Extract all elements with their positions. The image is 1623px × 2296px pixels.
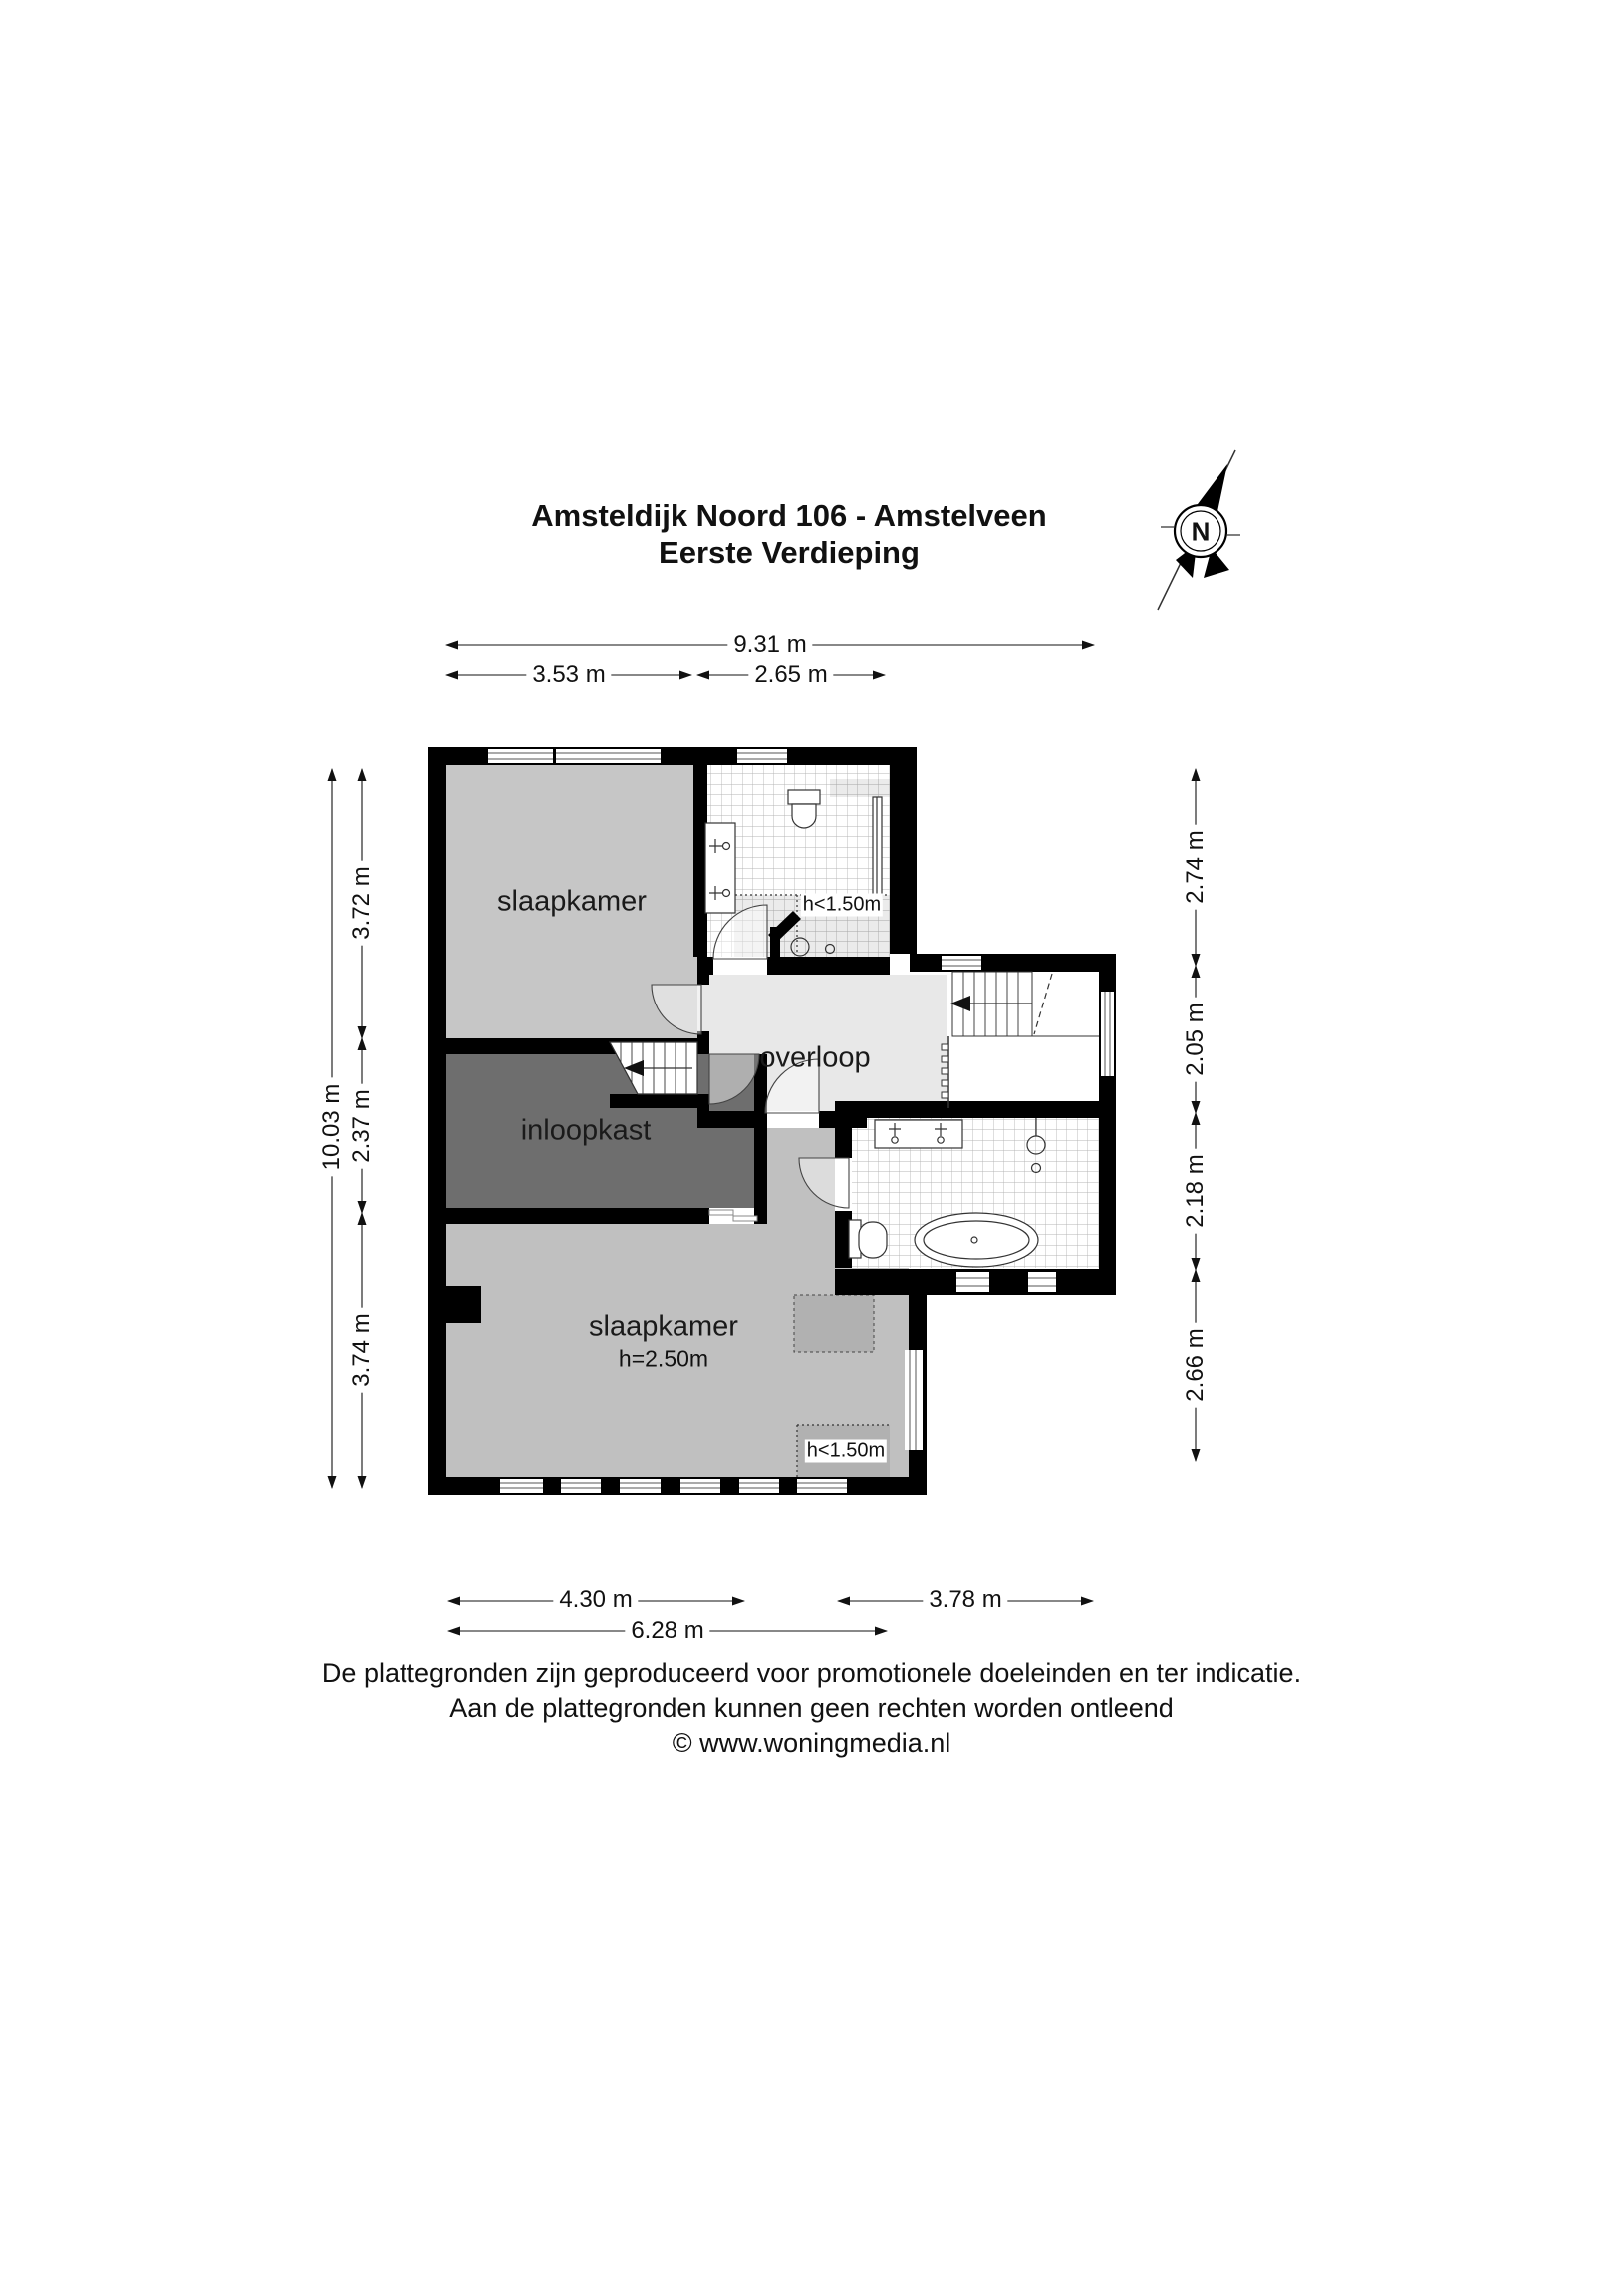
dimension-right-seg-3: 2.18 m (1182, 1148, 1210, 1233)
dimension-right-seg-2: 2.05 m (1182, 997, 1210, 1081)
dimension-bottom-right: 3.78 m (923, 1586, 1007, 1614)
plan-title: Amsteldijk Noord 106 - Amstelveen (531, 498, 1047, 533)
dimension-bottom-total: 6.28 m (625, 1617, 709, 1645)
dimension-left-seg-1: 3.72 m (348, 860, 376, 945)
dimension-left-seg-3: 3.74 m (348, 1307, 376, 1392)
room-label-bedroom-top: slaapkamer (497, 885, 647, 918)
dimension-right-seg-1: 2.74 m (1182, 824, 1210, 909)
footer-copyright: © www.woningmedia.nl (672, 1728, 951, 1758)
dimension-top-left: 3.53 m (526, 661, 611, 689)
dimension-left-total: 10.03 m (318, 1078, 346, 1177)
low-ceiling-label-bathroom: h<1.50m (802, 893, 882, 916)
footer-disclaimer-1: De plattegronden zijn geproduceerd voor promotionele doeleinden en ter indicatie. (321, 1658, 1302, 1688)
dimension-left-seg-2: 2.37 m (348, 1083, 376, 1168)
footer-disclaimer-2: Aan de plattegronden kunnen geen rechten worden ontleend (449, 1693, 1174, 1723)
room-label-landing: overloop (759, 1041, 871, 1074)
dimension-bottom-left: 4.30 m (553, 1586, 638, 1614)
bedroom-ceiling-height-label: h=2.50m (618, 1345, 709, 1372)
room-label-closet: inloopkast (520, 1114, 652, 1147)
dimension-right-seg-4: 2.66 m (1182, 1322, 1210, 1407)
compass-north-label: N (1191, 516, 1211, 547)
dimension-top-right: 2.65 m (748, 661, 833, 689)
low-ceiling-label-bedroom: h<1.50m (806, 1439, 886, 1462)
dimension-top-total: 9.31 m (727, 631, 812, 659)
plan-subtitle: Eerste Verdieping (659, 535, 920, 570)
room-label-bedroom-bottom: slaapkamer (589, 1310, 738, 1343)
